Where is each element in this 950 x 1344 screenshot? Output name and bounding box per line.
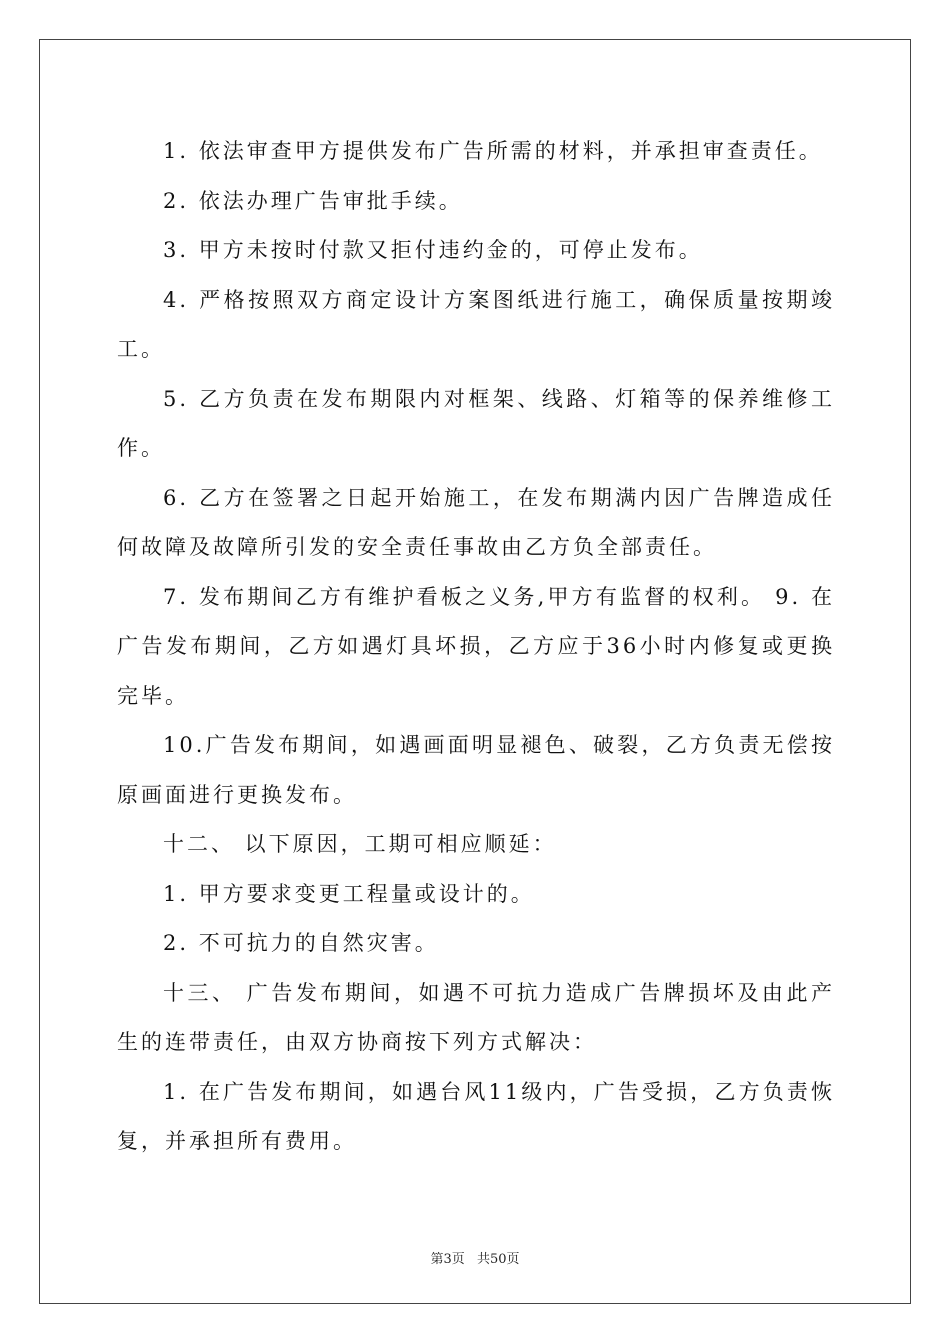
paragraph: 1. 在广告发布期间，如遇台风11级内，广告受损，乙方负责恢复，并承担所有费用。	[117, 1079, 835, 1153]
paragraph: 2. 依法办理广告审批手续。	[163, 188, 463, 213]
paragraph: 7. 发布期间乙方有维护看板之义务,甲方有监督的权利。 9. 在广告发布期间，乙方如遇灯具坏损，乙方应于36小时内修复或更换完毕。	[117, 584, 835, 708]
page-number: 第3页	[430, 1252, 465, 1267]
paragraph: 十三、 广告发布期间，如遇不可抗力造成广告牌损坏及由此产生的连带责任，由双方协商按下列方式解决：	[117, 980, 835, 1054]
paragraph: 6. 乙方在签署之日起开始施工，在发布期满内因广告牌造成任何故障及故障所引发的安全责任事故由乙方负全部责任。	[117, 485, 835, 559]
page-footer	[0, 1248, 950, 1267]
paragraph: 1. 甲方要求变更工程量或设计的。	[163, 881, 535, 906]
paragraph: 4. 严格按照双方商定设计方案图纸进行施工，确保质量按期竣工。	[117, 287, 835, 361]
page-total: 共50页	[476, 1252, 520, 1267]
paragraph: 5. 乙方负责在发布期限内对框架、线路、灯箱等的保养维修工作。	[117, 386, 835, 460]
paragraph: 3. 甲方未按时付款又拒付违约金的，可停止发布。	[163, 238, 703, 262]
paragraph: 1. 依法审查甲方提供发布广告所需的材料，并承担审查责任。	[163, 139, 823, 163]
paragraph: 十二、 以下原因，工期可相应顺延：	[163, 832, 557, 856]
document-body	[117, 127, 835, 1167]
paragraph: 10.广告发布期间，如遇画面明显褪色、破裂，乙方负责无偿按原画面进行更换发布。	[117, 733, 835, 807]
paragraph: 2. 不可抗力的自然灾害。	[163, 931, 439, 955]
